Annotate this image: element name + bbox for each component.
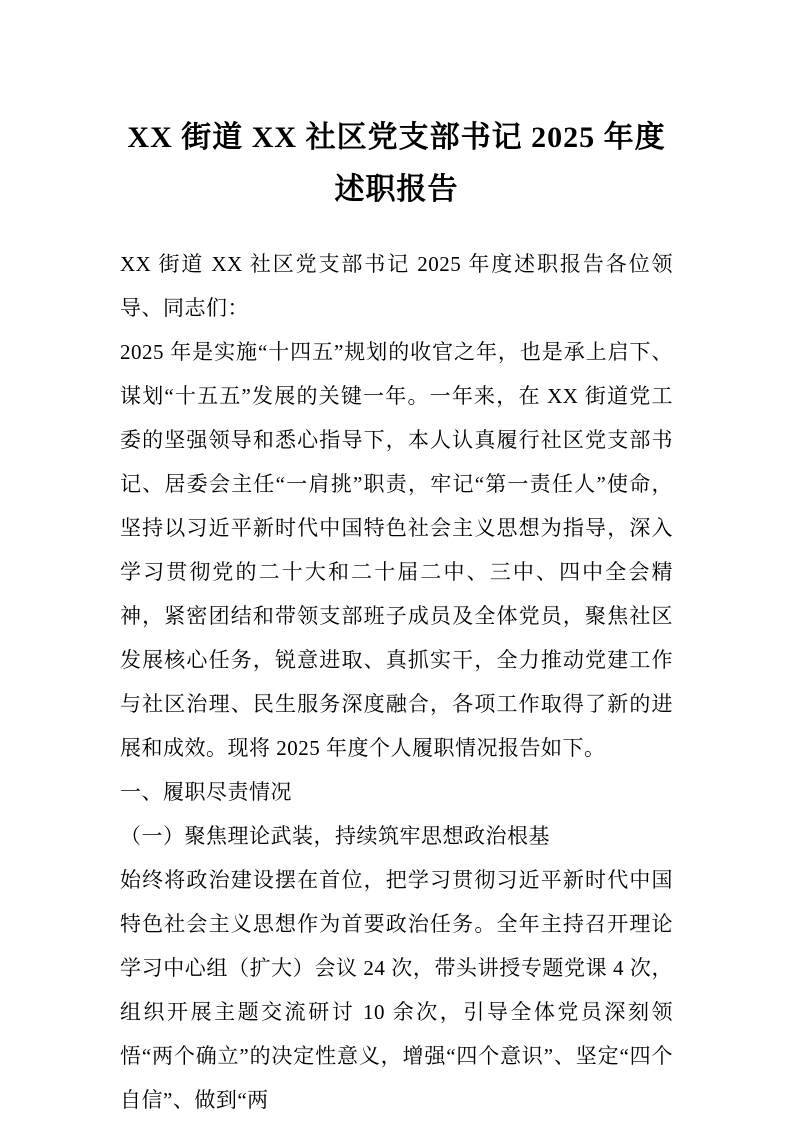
subsection-heading-theory: （一）聚焦理论武装，持续筑牢思想政治根基 (120, 824, 550, 848)
paragraph-theory-body: 始终将政治建设摆在首位，把学习贯彻习近平新时代中国特色社会主义思想作为首要政治任务。全年主持召开理论学习中心组（扩大）会议 24 次，带头讲授专题党课 4 次，组织开展主题交流研讨 10 余次，引导全体党员深刻领悟“两个确立”的决定性意义，增强“四个意识”、坚定“四个自信”、做到“两 (120, 868, 673, 1112)
paragraph-introduction: 2025 年是实施“十四五”规划的收官之年，也是承上启下、谋划“十五五”发展的关键一年。一年来，在 XX 街道党工委的坚强领导和悉心指导下，本人认真履行社区党支部书记、居委会主任“一肩挑”职责，牢记“第一责任人”使命，坚持以习近平新时代中国特色社会主义思想为指导，深入学习贯彻党的二十大和二十届二中、三中、四中全会精神，紧密团结和带领支部班子成员及全体党员，聚焦社区发展核心任务，锐意进取、真抓实干，全力推动党建工作与社区治理、民生服务深度融合，各项工作取得了新的进展和成效。现将 2025 年度个人履职情况报告如下。 (120, 340, 673, 760)
document-title: XX 街道 XX 社区党支部书记 2025 年度述职报告 (127, 121, 666, 206)
document-body (120, 242, 673, 1122)
section-heading-performance: 一、履职尽责情况 (120, 780, 292, 804)
paragraph-salutation: XX 街道 XX 社区党支部书记 2025 年度述职报告各位领导、同志们： (120, 252, 673, 320)
